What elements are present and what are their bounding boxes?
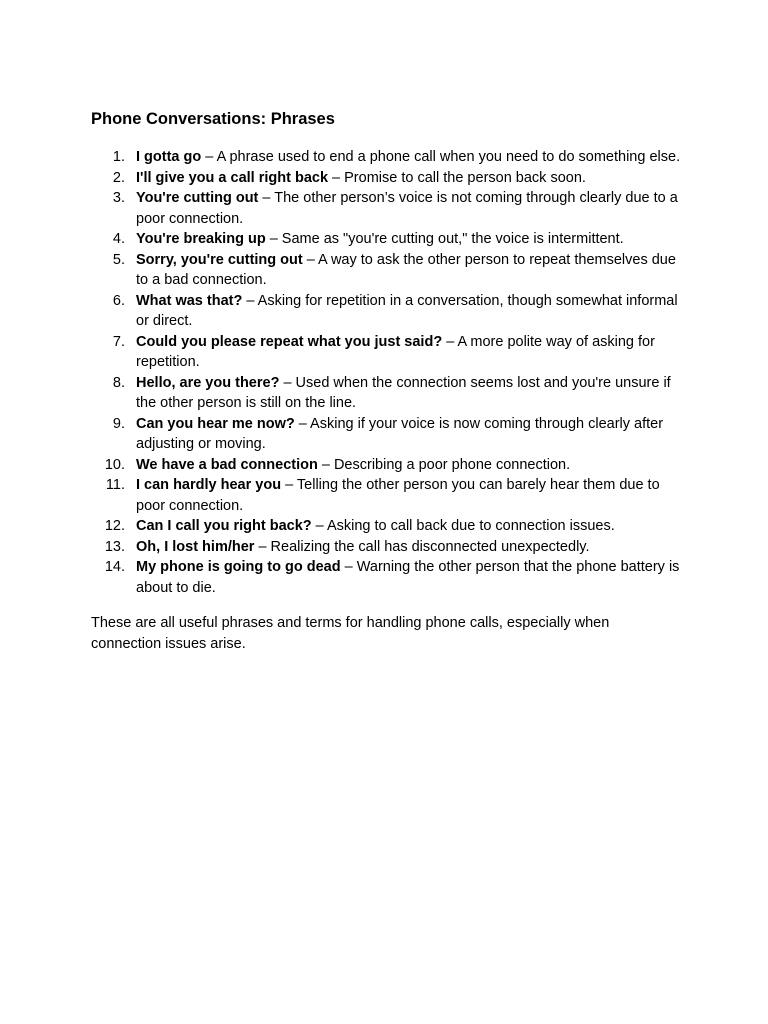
list-number: 11. [105,477,125,493]
list-item [91,537,681,558]
phrase-description: – Used when the connection seems lost and you're unsure if the other person is still on the line. [136,374,671,411]
phrase-term: Can you hear me now? [136,415,295,432]
list-number: 13. [104,538,125,555]
list-number: 14. [104,559,125,575]
phrase-description: – Same as "you're cutting out," the voice is intermittent. [265,231,624,247]
list-item [91,455,681,476]
phrase-description: – Warning the other person that the phone battery is about to die. [136,559,680,596]
list-item [91,557,681,598]
list-number: 6. [112,292,125,309]
phrase-description: – The other person’s voice is not coming through clearly due to a poor connection. [136,190,678,227]
phrase-description: – Realizing the call has disconnected unexpectedly. [254,538,590,555]
phrase-description: – Asking for repetition in a conversation, though somewhat informal or direct. [136,292,678,329]
list-item [91,414,681,455]
list-item [91,291,681,332]
list-item [91,188,681,229]
list-number: 1. [112,149,125,165]
phrase-term: You're cutting out [136,190,259,206]
closing-paragraph: These are all useful phrases and terms for handling phone calls, especially when connection issues arise. [91,615,610,652]
phrase-description: – Describing a poor phone connection. [317,456,571,473]
phrase-list [91,147,691,598]
phrase-term: I gotta go [136,149,202,165]
phrase-term: Can I call you right back? [136,518,312,534]
list-number: 3. [112,190,125,206]
list-number: 9. [112,415,125,432]
phrase-description: – Asking if your voice is now coming through clearly after adjusting or moving. [136,415,664,452]
phrase-term: What was that? [136,292,243,309]
list-item [91,332,681,373]
list-number: 2. [112,169,125,186]
document-page [91,108,691,669]
phrase-term: Hello, are you there? [136,374,280,391]
phrase-term: Could you please repeat what you just said? [136,333,443,350]
phrase-term: We have a bad connection [136,456,318,473]
list-item [91,147,681,168]
phrase-term: You're breaking up [136,231,266,247]
phrase-description: – A more polite way of asking for repetition. [136,333,655,370]
list-number: 5. [112,251,125,268]
list-number: 10. [104,456,125,473]
list-number: 8. [112,374,125,391]
phrase-term: My phone is going to go dead [136,559,341,575]
list-item [91,168,681,189]
list-number: 7. [112,333,125,350]
phrase-description: – A phrase used to end a phone call when you need to do something else. [201,149,681,165]
list-item [91,516,681,537]
phrase-term: I can hardly hear you [136,477,282,493]
phrase-description: – A way to ask the other person to repeat themselves due to a bad connection. [136,251,676,288]
list-item [91,250,681,291]
document-title: Phone Conversations: Phrases [91,110,335,128]
phrase-description: – Asking to call back due to connection issues. [311,518,615,534]
phrase-term: Sorry, you're cutting out [136,251,303,268]
phrase-description: – Promise to call the person back soon. [328,169,586,186]
list-number: 12. [104,518,125,534]
phrase-term: Oh, I lost him/her [136,538,255,555]
list-number: 4. [112,231,125,247]
list-item [91,373,681,414]
phrase-description: – Telling the other person you can barely hear them due to poor connection. [136,477,660,514]
list-item [91,229,681,250]
phrase-term: I'll give you a call right back [136,169,329,186]
list-item [91,475,681,516]
